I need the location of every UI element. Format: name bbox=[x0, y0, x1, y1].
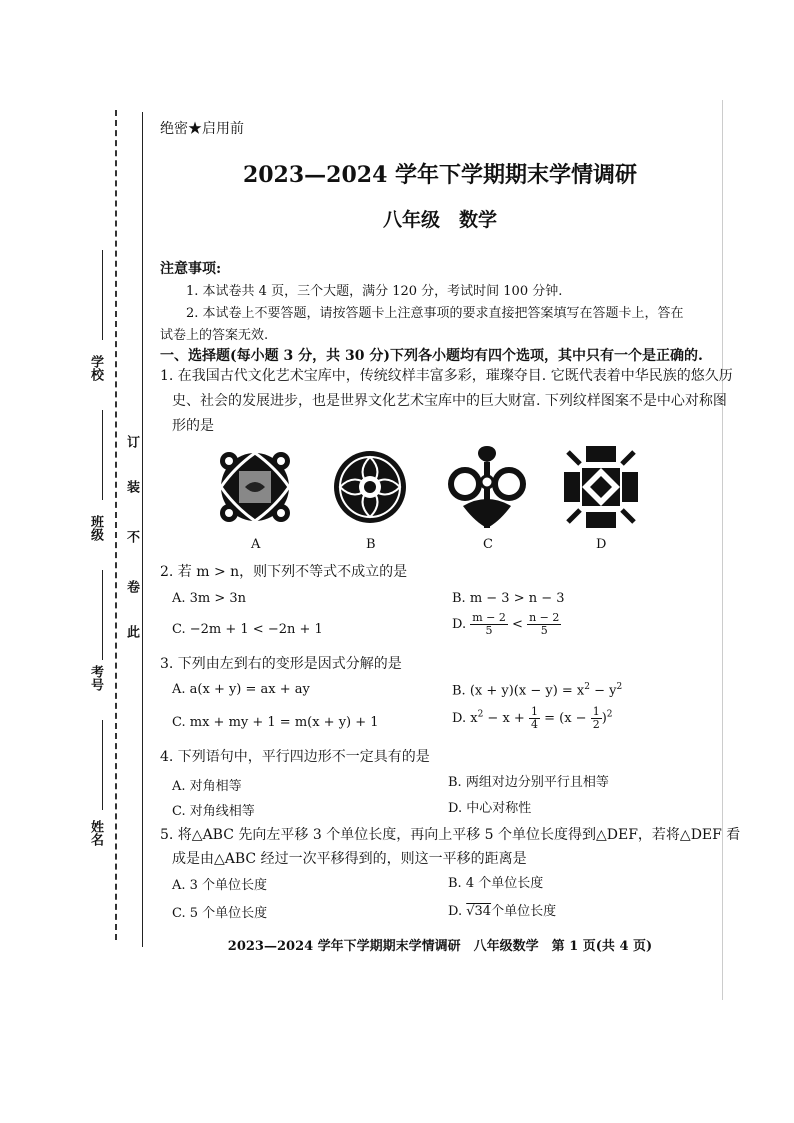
notice-heading: 注意事项: bbox=[160, 261, 222, 277]
q2-d-operator: < bbox=[512, 617, 523, 632]
school-label: 学校 bbox=[88, 355, 103, 381]
q3-d-exp-2: 2 bbox=[606, 709, 613, 720]
exam-title: 2023—2024 学年下学期期末学情调研 bbox=[242, 162, 638, 188]
q1-line-1: 1. 在我国古代文化艺术宝库中，传统纹样丰富多彩，璀璨夺目. 它既代表着中华民族的悠久历 bbox=[160, 368, 733, 384]
exam-no-label: 考号 bbox=[88, 665, 103, 691]
seal-char-5: 此 bbox=[124, 625, 139, 638]
exam-subtitle: 八年级 数学 bbox=[382, 209, 497, 231]
q5-line-2: 成是由△ABC 经过一次平移得到的，则这一平移的距离是 bbox=[172, 851, 527, 867]
school-field[interactable] bbox=[102, 250, 103, 340]
page-footer: 2023—2024 学年下学期期末学情调研 八年级数学 第 1 页(共 4 页) bbox=[227, 939, 653, 954]
class-field[interactable] bbox=[102, 410, 103, 500]
pattern-d-image bbox=[560, 442, 642, 532]
q4-option-b[interactable]: B. 两组对边分别平行且相等 bbox=[448, 775, 609, 790]
q3-option-c[interactable]: C. mx + my + 1 = m(x + y) + 1 bbox=[172, 715, 379, 730]
q5-option-c[interactable]: C. 5 个单位长度 bbox=[172, 906, 268, 921]
q3-b-exp-2: 2 bbox=[616, 682, 623, 692]
q2-option-a[interactable]: A. 3m > 3n bbox=[172, 591, 247, 606]
section-1-heading: 一、选择题(每小题 3 分，共 30 分)下列各小题均有四个选项，其中只有一个是正确的. bbox=[160, 348, 703, 364]
q3-d-fraction-2: $\frac{1}{2}$ bbox=[592, 705, 600, 731]
name-field[interactable] bbox=[102, 720, 103, 810]
pattern-b-image bbox=[330, 447, 410, 527]
pattern-a-label: A bbox=[251, 537, 261, 552]
pattern-b-label: B bbox=[366, 537, 376, 552]
q2-option-c[interactable]: C. −2m + 1 < −2n + 1 bbox=[172, 622, 323, 637]
right-margin-rule bbox=[722, 100, 723, 1000]
q3-option-d[interactable] bbox=[452, 706, 613, 731]
notice-item-2: 2. 本试卷上不要答题，请按答题卡上注意事项的要求直接把答案填写在答题卡上，答在 bbox=[186, 306, 684, 321]
vertical-rule bbox=[142, 112, 143, 947]
q5-d-prefix: D. bbox=[448, 904, 463, 919]
q3-option-a[interactable]: A. a(x + y) = ax + ay bbox=[172, 682, 310, 697]
q1-line-3: 形的是 bbox=[172, 418, 214, 434]
q5-option-a[interactable]: A. 3 个单位长度 bbox=[172, 878, 268, 893]
q3-b-exp-1: 2 bbox=[584, 682, 590, 692]
q2-option-d-prefix: D. bbox=[452, 617, 467, 632]
q3-d-text-3: = (x − bbox=[544, 711, 587, 726]
q2-d-fraction-1: $\frac{m - 2}{5}$ bbox=[472, 611, 506, 637]
q3-b-text-2: − y bbox=[590, 683, 617, 699]
seal-char-1: 订 bbox=[124, 435, 139, 448]
q2-d-fraction-2: $\frac{n - 2}{5}$ bbox=[529, 611, 560, 637]
pattern-d-label: D bbox=[596, 537, 607, 552]
q4-option-a[interactable]: A. 对角相等 bbox=[172, 779, 242, 794]
q2-stem: 2. 若 m > n，则下列不等式不成立的是 bbox=[160, 564, 408, 580]
seal-char-2: 装 bbox=[124, 480, 139, 493]
q3-d-fraction-1: $\frac{1}{4}$ bbox=[530, 705, 538, 731]
q5-option-d[interactable] bbox=[448, 900, 556, 919]
binding-dashed-line bbox=[115, 110, 117, 940]
q3-b-text: B. (x + y)(x − y) = x bbox=[452, 683, 585, 699]
q5-option-b[interactable]: B. 4 个单位长度 bbox=[448, 876, 544, 891]
q4-option-c[interactable]: C. 对角线相等 bbox=[172, 804, 255, 819]
secret-label: 绝密★启用前 bbox=[160, 121, 244, 137]
q3-d-exp-1: 2 bbox=[477, 709, 484, 720]
q1-line-2: 史、社会的发展进步，也是世界文化艺术宝库中的巨大财富. 下列纹样图案不是中心对称图 bbox=[172, 393, 727, 409]
pattern-c-label: C bbox=[483, 537, 493, 552]
pattern-c-image bbox=[447, 442, 527, 532]
exam-no-field[interactable] bbox=[102, 570, 103, 660]
notice-item-1: 1. 本试卷共 4 页，三个大题，满分 120 分，考试时间 100 分钟. bbox=[186, 284, 563, 299]
seal-char-4: 卷 bbox=[124, 580, 139, 593]
q5-line-1: 5. 将△ABC 先向左平移 3 个单位长度，再向上平移 5 个单位长度得到△DEF，若将△DEF 看 bbox=[160, 827, 741, 843]
name-label: 姓名 bbox=[88, 820, 103, 846]
q4-option-d[interactable]: D. 中心对称性 bbox=[448, 801, 532, 816]
q5-d-root: √34 bbox=[466, 904, 492, 919]
q3-d-text-4: ) bbox=[601, 711, 607, 726]
notice-item-3: 试卷上的答案无效. bbox=[160, 328, 269, 343]
q3-option-b[interactable] bbox=[452, 682, 622, 698]
q5-d-suffix: 个单位长度 bbox=[491, 904, 557, 919]
q2-option-d[interactable] bbox=[452, 612, 561, 637]
q3-stem: 3. 下列由左到右的变形是因式分解的是 bbox=[160, 656, 402, 672]
q4-stem: 4. 下列语句中，平行四边形不一定具有的是 bbox=[160, 749, 430, 765]
class-label: 班级 bbox=[88, 515, 103, 541]
q3-d-text-1: D. x bbox=[452, 711, 478, 726]
q3-d-text-2: − x + bbox=[483, 711, 525, 726]
seal-char-3: 不 bbox=[124, 530, 139, 543]
q2-option-b[interactable]: B. m − 3 > n − 3 bbox=[452, 591, 565, 606]
pattern-a-image bbox=[215, 447, 295, 527]
